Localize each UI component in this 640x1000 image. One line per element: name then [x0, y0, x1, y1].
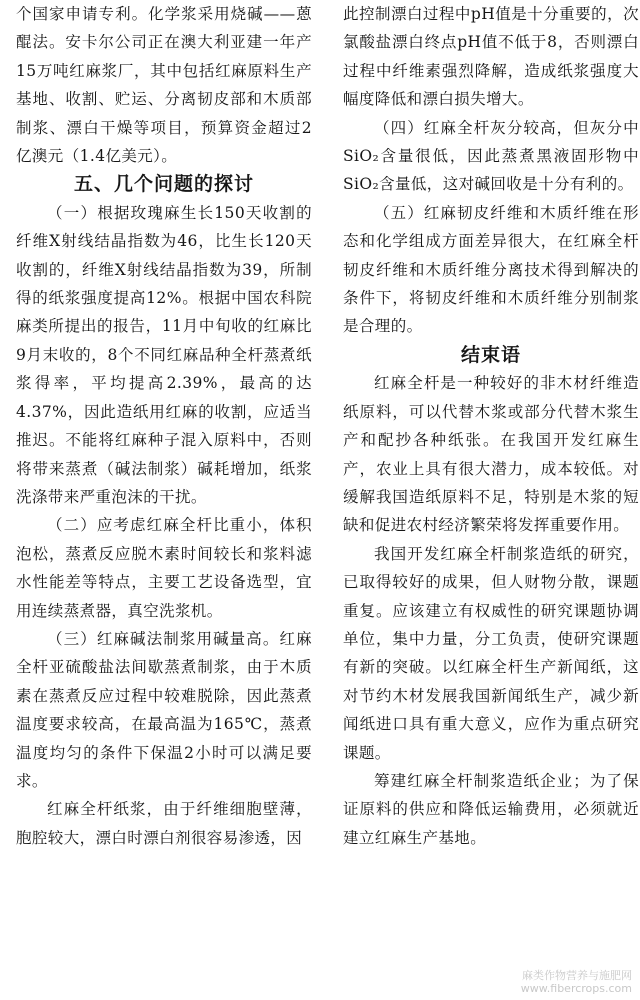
paragraph-item-4: （四）红麻全杆灰分较高，但灰分中SiO₂含量很低，因此蒸煮黑液固形物中SiO₂含量低，这对碱回收是十分有利的。: [343, 118, 639, 194]
paragraph-ph-control: 此控制漂白过程中pH值是十分重要的，次氯酸盐漂白终点pH值不低于8，否则漂白过程中纤维素强烈降解，造成纸浆强度大幅度降低和漂白损失增大。: [343, 5, 639, 109]
watermark-url: www.fibercrops.com: [520, 982, 632, 995]
paragraph-item-2: （二）应考虑红麻全杆比重小，体积泡松，蒸煮反应脱木素时间较长和浆料滤水性能差等特点，主要工艺设备选型，宜用连续蒸煮器，真空洗浆机。: [16, 516, 312, 620]
conclusion-heading: 结束语: [460, 343, 521, 366]
paragraph-item-3: （三）红麻碱法制浆用碱量高。红麻全杆亚硫酸盐法间歇蒸煮制浆，由于木质素在蒸煮反应过程中较难脱除，因此蒸煮温度要求较高，在最高温为165℃，蒸煮温度均匀的条件下保温2小时可以满足要求。: [16, 629, 312, 790]
paragraph-fiber-bleaching: 红麻全杆纸浆，由于纤维细胞壁薄，胞腔较大，漂白时漂白剂很容易渗透，因: [16, 800, 312, 847]
section-heading: 五、几个问题的探讨: [73, 173, 254, 196]
intro-paragraph: 个国家申请专利。化学浆采用烧碱——蒽醌法。安卡尔公司正在澳大利亚建一年产15万吨红麻浆厂，其中包括红麻原料生产基地、收割、贮运、分离韧皮部和木质部制浆、漂白干燥等项目，预算资金超过2亿澳元（1.4亿美元）。: [16, 5, 312, 166]
watermark-site-name: 麻类作物营养与施肥网: [522, 969, 632, 982]
right-column: [343, 0, 639, 852]
site-watermark: [521, 969, 632, 995]
left-column: [16, 0, 312, 852]
paragraph-item-1: （一）根据玫瑰麻生长150天收割的纤维X射线结晶指数为46，比生长120天收割的，纤维X射线结晶指数为39，所制得的纸浆强度提高12%。根据中国农科院麻类所提出的报告，11月中旬收的红麻比9月末收的，8个不同红麻品种全杆蒸煮纸浆得率，平均提高2.39%，最高的达4.37%，因此造纸用红麻的收割，应适当推迟。不能将红麻种子混入原料中，否则将带来蒸煮（碱法制浆）碱耗增加，纸浆洗涤带来严重泡沫的干扰。: [16, 203, 312, 506]
conclusion-paragraph-3: 筹建红麻全杆制浆造纸企业；为了保证原料的供应和降低运输费用，必须就近建立红麻生产基地。: [343, 771, 639, 847]
conclusion-paragraph-1: 红麻全杆是一种较好的非木材纤维造纸原料，可以代替木浆或部分代替木浆生产和配抄各种纸张。在我国开发红麻生产，农业上具有很大潜力，成本较低。对缓解我国造纸原料不足，特别是木浆的短缺和促进农村经济繁荣将发挥重要作用。: [343, 374, 639, 535]
paragraph-item-5: （五）红麻韧皮纤维和木质纤维在形态和化学组成方面差异很大，在红麻全杆韧皮纤维和木质纤维分离技术得到解决的条件下，将韧皮纤维和木质纤维分别制浆是合理的。: [343, 203, 639, 336]
conclusion-paragraph-2: 我国开发红麻全杆制浆造纸的研究，已取得较好的成果，但人财物分散，课题重复。应该建立有权威性的研究课题协调单位，集中力量，分工负责，使研究课题有新的突破。以红麻全杆生产新闻纸，这对节约木材发展我国新闻纸生产，减少新闻纸进口具有重大意义，应作为重点研究课题。: [343, 544, 639, 762]
